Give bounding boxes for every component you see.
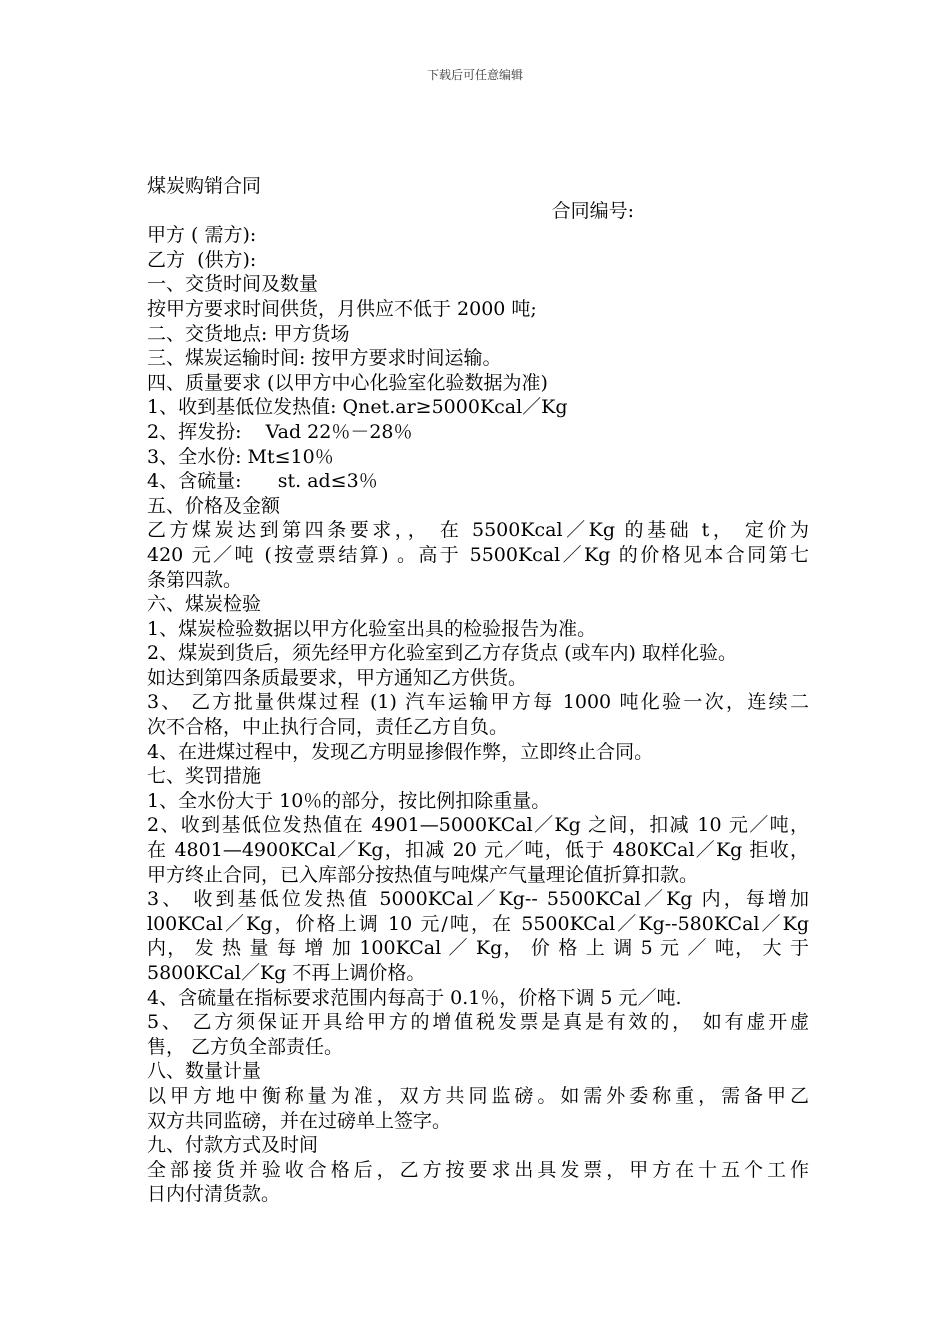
contract-line: 按甲方要求时间供货，月供应不低于 2000 吨; [147,297,537,320]
contract-line: 在 4801—4900KCal／Kg，扣减 20 元／吨，低于 480KCal／Kg 拒收， [147,839,809,862]
contract-line: 内， 发 热 量 每 增 加 100KCal ／ Kg， 价 格 上 调 5 元 ／ 吨， 大 于 [147,937,809,960]
contract-body [147,223,809,1207]
contract-line: 一、交货时间及数量 [147,273,319,296]
contract-line: 2、煤炭到货后，须先经甲方化验室到乙方存货点 (或车内) 取样化验。 [147,642,737,665]
contract-line: 2、挥发扮: Vad 22％－28％ [147,420,413,443]
page-header-note: 下载后可任意编辑 [426,68,523,82]
contract-line: 九、付款方式及时间 [147,1134,319,1157]
contract-line: 5800KCal／Kg 不再上调价格。 [147,962,426,984]
contract-line: 1、全水份大于 10％的部分，按比例扣除重量。 [147,789,551,812]
contract-line: 售， 乙方负全部责任。 [147,1035,344,1058]
contract-line: 乙方煤炭达到第四条要求，， 在 5500Kcal／Kg 的基础 t， 定价为 [147,519,809,542]
contract-line: 全部接货并验收合格后，乙方按要求出具发票，甲方在十五个工作 [147,1158,809,1181]
contract-line: 4、含硫量: st. ad≤3％ [147,470,378,493]
contract-line: 双方共同监磅，并在过磅单上签字。 [147,1109,452,1132]
contract-line: 八、数量计量 [147,1060,262,1083]
contract-line: 六、煤炭检验 [147,593,262,616]
contract-document [147,174,809,1207]
contract-line: 二、交货地点: 甲方货场 [147,322,350,345]
contract-line: 三、煤炭运输时间: 按甲方要求时间运输。 [147,347,502,370]
contract-line: 3、 收到基低位发热值 5000KCal／Kg-- 5500KCal／Kg 内，每增加 [147,888,809,911]
contract-line: 日内付清货款。 [147,1183,281,1206]
contract-line: 条第四款。 [147,568,243,591]
contract-line: 1、煤炭检验数据以甲方化验室出具的检验报告为准。 [147,617,597,640]
contract-line: 4、含硫量在指标要求范围内每高于 0.1％，价格下调 5 元／吨. [147,986,682,1009]
contract-line: 3、全水份: Mt≤10％ [147,445,334,468]
contract-line: 五、价格及金额 [147,494,281,517]
contract-line: 甲方 ( 需方): [147,224,257,247]
contract-line: 乙方 (供方): [147,248,257,271]
contract-line: 3、 乙方批量供煤过程 (1) 汽车运输甲方每 1000 吨化验一次，连续二 [147,691,809,714]
contract-line: 2、收到基低位发热值在 4901—5000KCal／Kg 之间，扣减 10 元／吨， [147,814,809,837]
contract-line: l00KCal／Kg，价格上调 10 元/吨，在 5500KCal／Kg--580KCal／Kg [147,912,809,935]
contract-number-label: 合同编号: [551,199,634,222]
contract-line: 以甲方地中衡称量为准，双方共同监磅。如需外委称重，需备甲乙 [147,1084,809,1107]
contract-line: 甲方终止合同，已入库部分按热值与吨煤产气量理论值折算扣款。 [147,863,699,886]
contract-line: 5、 乙方须保证开具给甲方的增值税发票是真是有效的， 如有虚开虚 [147,1011,809,1034]
contract-line: 4、在进煤过程中，发现乙方明显掺假作弊，立即终止合同。 [147,740,654,763]
contract-line: 次不合格，中止执行合同，责任乙方自负。 [147,716,509,739]
contract-line: 四、质量要求 (以甲方中心化验室化验数据为准) [147,371,548,394]
contract-line: 七、奖罚措施 [147,765,262,788]
document-title: 煤炭购销合同 [147,175,262,197]
contract-line: 如达到第四条质最要求，甲方通知乙方供货。 [147,666,528,689]
contract-line: 1、收到基低位发热值: Qnet.ar≥5000Kcal／Kg [147,396,568,419]
contract-line: 420 元／吨 (按壹票结算) 。高于 5500Kcal／Kg 的价格见本合同第七 [147,543,809,566]
